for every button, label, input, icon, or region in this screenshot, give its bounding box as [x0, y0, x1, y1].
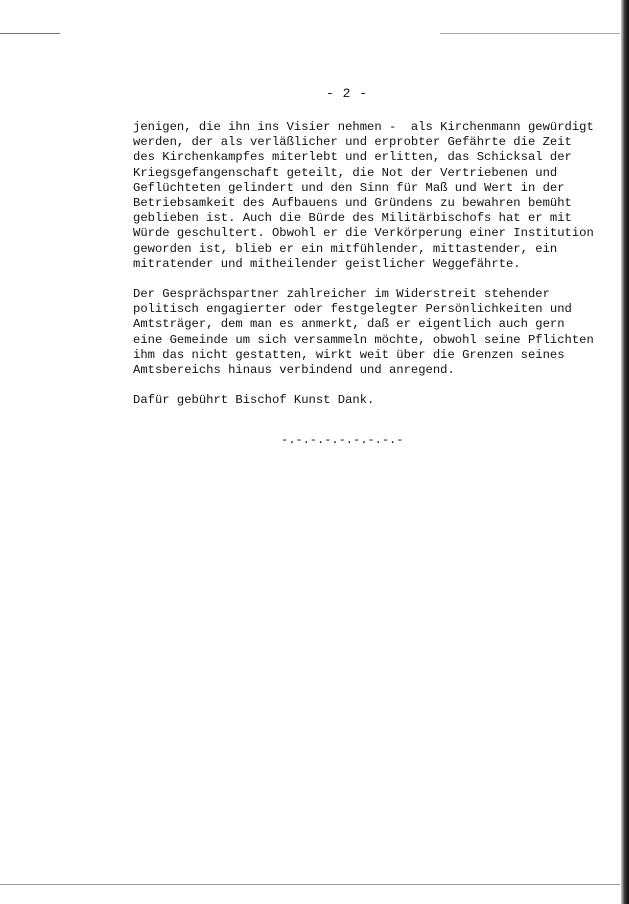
document-body — [133, 120, 603, 408]
text-line: mitratender und mitheilender geistlicher Weggefährte. — [133, 256, 521, 271]
text-line: Dafür gebührt Bischof Kunst Dank. — [133, 393, 375, 408]
paragraph — [133, 120, 603, 272]
text-line: Der Gesprächspartner zahlreicher im Widerstreit stehender — [133, 287, 550, 302]
text-line: Betriebsamkeit des Aufbauens und Gründens zu bewahren bemüht — [133, 196, 572, 211]
text-line: des Kirchenkampfes miterlebt und erlitten, das Schicksal der — [133, 150, 572, 165]
text-line: Kriegsgefangenschaft geteilt, die Not der Vertriebenen und — [133, 165, 558, 180]
paragraph-spacer — [133, 272, 603, 287]
text-line: eine Gemeinde um sich versammeln möchte, obwohl seine Pflichten — [133, 332, 594, 347]
text-line: Würde geschultert. Obwohl er die Verkörperung einer Institution — [133, 226, 594, 241]
text-line: Amtsträger, dem man es anmerkt, daß er eigentlich auch gern — [133, 317, 565, 332]
scan-edge-shadow — [621, 0, 629, 904]
text-line: werden, der als verläßlicher und erprobter Gefährte die Zeit — [133, 135, 572, 150]
end-separator: -.-.-.-.-.-.-.-.- — [281, 433, 404, 447]
text-line: ihm das nicht gestatten, wirkt weit über die Grenzen seines — [133, 347, 565, 362]
paragraph — [133, 393, 603, 408]
text-line: geworden ist, blieb er ein mitfühlender, mittastender, ein — [133, 241, 558, 256]
page-number: - 2 - — [326, 86, 368, 101]
text-line: jenigen, die ihn ins Visier nehmen - als Kirchenmann gewürdigt — [133, 120, 594, 134]
paragraph-spacer — [133, 378, 603, 393]
text-line: politisch engagierter oder festgelegter Persönlichkeiten und — [133, 302, 572, 317]
scan-artifact-line — [0, 33, 60, 34]
text-line: Amtsbereichs hinaus verbindend und anregend. — [133, 363, 455, 378]
paragraph — [133, 287, 603, 378]
text-line: geblieben ist. Auch die Bürde des Militärbischofs hat er mit — [133, 211, 572, 226]
scan-artifact-line — [0, 884, 620, 885]
scan-artifact-line — [440, 33, 620, 34]
text-line: Geflüchteten gelindert und den Sinn für Maß und Wert in der — [133, 180, 565, 195]
